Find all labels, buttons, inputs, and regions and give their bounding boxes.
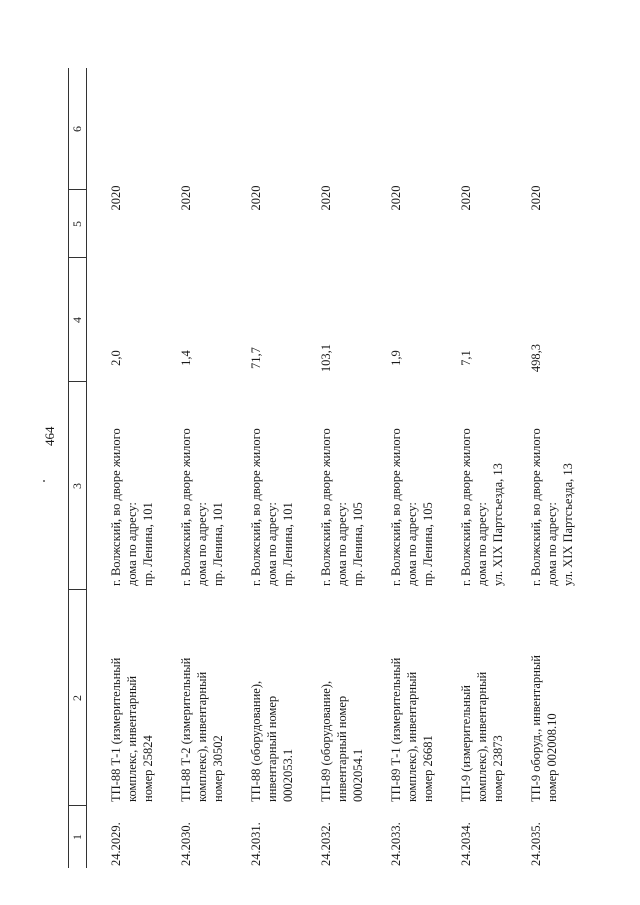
object-value: 7,1	[459, 350, 473, 366]
object-year: 2020	[389, 185, 403, 211]
address-line: пр. Ленина, 105	[421, 502, 435, 586]
address-line: дома по адресу:	[125, 502, 139, 586]
name-line: номер 23873	[491, 735, 505, 802]
object-value: 2,0	[109, 350, 123, 366]
name-line: ТП-89 (оборудование),	[319, 680, 333, 802]
object-year: 2020	[529, 185, 543, 211]
object-name	[178, 658, 226, 802]
address-line: г. Волжский, во дворе жилого	[319, 428, 333, 586]
address-line: ул. XIX Партсъезда, 13	[561, 463, 575, 586]
name-line: комплекс), инвентарный	[475, 671, 489, 802]
name-line: комплекс), инвентарный	[195, 671, 209, 802]
row-number: 24.2034.	[459, 822, 473, 866]
object-address	[248, 428, 296, 586]
address-line: г. Волжский, во дворе жилого	[389, 428, 403, 586]
object-name	[318, 681, 366, 802]
address-line: пр. Ленина, 105	[351, 502, 365, 586]
object-value: 103,1	[319, 343, 333, 373]
object-address	[318, 428, 366, 586]
scan-speck	[43, 480, 45, 482]
name-line: номер 26681	[421, 735, 435, 802]
object-year: 2020	[459, 185, 473, 211]
object-value: 71,7	[249, 347, 263, 369]
object-address	[528, 428, 576, 586]
object-year: 2020	[109, 185, 123, 211]
name-line: ТП-88 Т-1 (измерительный	[109, 657, 123, 802]
rotated-page	[68, 68, 588, 868]
address-line: г. Волжский, во дворе жилого	[529, 428, 543, 586]
header-col-5: 5	[70, 221, 84, 227]
row-number: 24.2029.	[109, 822, 123, 866]
address-line: г. Волжский, во дворе жилого	[109, 428, 123, 586]
name-line: инвентарный номер	[265, 695, 279, 802]
address-line: ул. XIX Партсъезда, 13	[491, 463, 505, 586]
object-name	[388, 658, 436, 802]
object-address	[388, 428, 436, 586]
object-name	[458, 672, 506, 802]
object-name	[108, 658, 156, 802]
object-name	[248, 681, 296, 802]
table-row	[108, 68, 178, 868]
row-number: 24.2033.	[389, 822, 403, 866]
object-year: 2020	[319, 185, 333, 211]
header-col-2: 2	[70, 695, 84, 701]
address-line: пр. Ленина, 101	[141, 502, 155, 586]
object-address	[108, 428, 156, 586]
row-number: 24.2035.	[529, 822, 543, 866]
header-col-3: 3	[70, 483, 84, 489]
name-line: ТП-88 (оборудование),	[249, 680, 263, 802]
object-year: 2020	[249, 185, 263, 211]
address-line: г. Волжский, во дворе жилого	[179, 428, 193, 586]
address-line: дома по адресу:	[265, 502, 279, 586]
table-row	[388, 68, 458, 868]
address-line: дома по адресу:	[475, 502, 489, 586]
row-number: 24.2030.	[179, 822, 193, 866]
name-line: ТП-9 оборуд., инвентарный	[529, 655, 543, 802]
row-number: 24.2031.	[249, 822, 263, 866]
table-row	[248, 68, 318, 868]
name-line: 0002054.1	[351, 748, 365, 802]
object-address	[178, 428, 226, 586]
name-line: номер 002008.10	[545, 713, 559, 802]
name-line: 0002053.1	[281, 748, 295, 802]
name-line: номер 25824	[141, 735, 155, 802]
property-table	[68, 68, 588, 868]
table-row	[528, 68, 598, 868]
name-line: инвентарный номер	[335, 695, 349, 802]
address-line: дома по адресу:	[195, 502, 209, 586]
object-value: 1,9	[389, 350, 403, 366]
name-line: комплекс), инвентарный	[405, 671, 419, 802]
table-row	[458, 68, 528, 868]
header-col-4: 4	[70, 317, 84, 323]
address-line: дома по адресу:	[405, 502, 419, 586]
name-line: ТП-88 Т-2 (измерительный	[179, 657, 193, 802]
name-line: ТП-9 (измерительный	[459, 685, 473, 802]
object-value: 498,3	[529, 343, 543, 373]
header-col-6: 6	[70, 126, 84, 132]
object-value: 1,4	[179, 350, 193, 366]
name-line: комплекс, инвентарный	[125, 675, 139, 802]
address-line: г. Волжский, во дворе жилого	[249, 428, 263, 586]
name-line: номер 30502	[211, 735, 225, 802]
address-line: пр. Ленина, 101	[281, 502, 295, 586]
object-address	[458, 428, 506, 586]
header-col-1: 1	[70, 834, 84, 840]
name-line: ТП-89 Т-1 (измерительный	[389, 657, 403, 802]
page-number: 464	[42, 426, 57, 446]
table-row	[318, 68, 388, 868]
header-bottom-border	[86, 68, 87, 868]
address-line: дома по адресу:	[335, 502, 349, 586]
table-row	[178, 68, 248, 868]
object-year: 2020	[179, 185, 193, 211]
row-number: 24.2032.	[319, 822, 333, 866]
object-name	[528, 655, 560, 802]
address-line: пр. Ленина, 101	[211, 502, 225, 586]
address-line: г. Волжский, во дворе жилого	[459, 428, 473, 586]
address-line: дома по адресу:	[545, 502, 559, 586]
